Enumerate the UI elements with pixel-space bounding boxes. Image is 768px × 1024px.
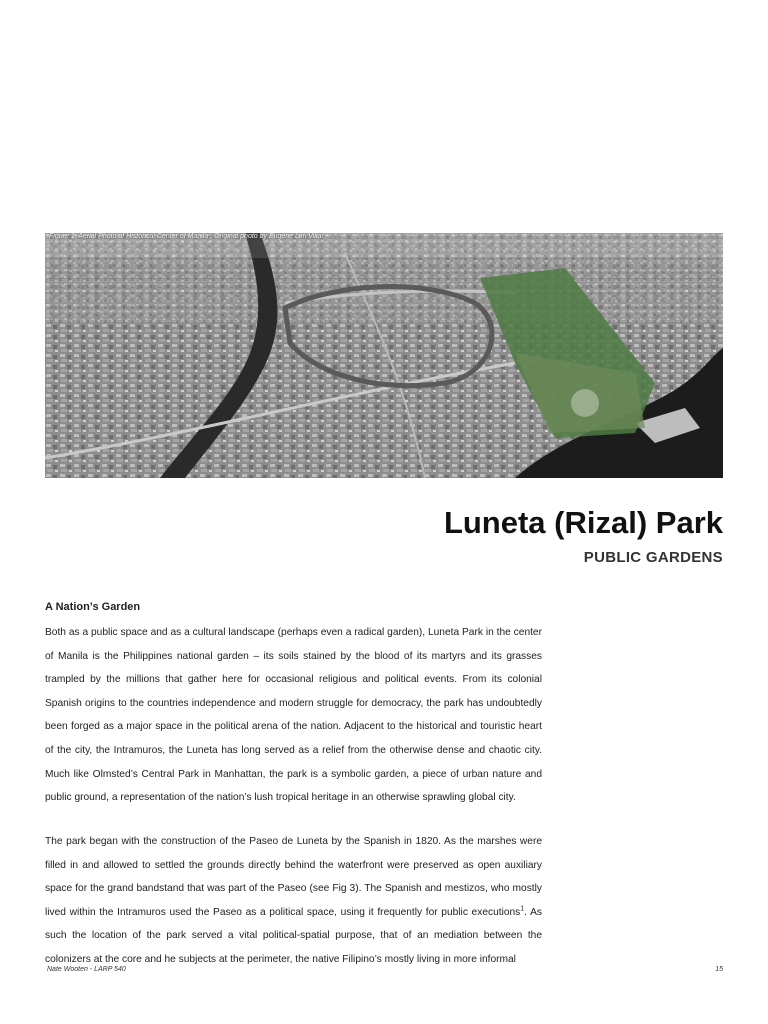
paragraph-1: Both as a public space and as a cultural landscape (perhaps even a radical garden), Luneta Park in the center of Manila is the Philippines national garden – its soils stained by the blood of its martyrs and its grasses trampled by the millions that gather here for occasional religious and political events. From its colonial Spanish origins to the countries independence and modern struggle for democracy, the park has undoubtedly been forged as a major space in the political arena of the nation. Adjacent to the historical and touristic heart of the city, the Intramuros, the Luneta has long served as a relief from the otherwise dense and chaotic city. Much like Olmsted’s Central Park in Manhattan, the park is a symbolic garden, a piece of urban nature and public ground, a representation of the nation’s lush tropical heritage in an otherwise sprawling global city.: [45, 627, 542, 804]
page-title: Luneta (Rizal) Park: [443, 505, 723, 540]
paragraph-2-part-b: . As such the location of the park served a vital political-spatial purpose, that of an mediation between the colonizers at the core and he subjects at the perimeter, the native Filipino’s mostly living in more informal: [45, 906, 542, 965]
figure-caption: Figure 1: Aerial Photo of Historical Center of Manila , Original photo by Eugene Lim Villar: [49, 233, 324, 240]
section-heading: A Nation’s Garden: [45, 601, 141, 613]
aerial-photo-graphic: [45, 233, 723, 478]
aerial-photo: [45, 233, 723, 478]
footnote-reference: 1: [520, 905, 525, 913]
footer-author: Nate Wooten - LARP 540: [47, 966, 126, 973]
page-subtitle: PUBLIC GARDENS: [583, 549, 723, 566]
paragraph-2-part-a: The park began with the construction of the Paseo de Luneta by the Spanish in 1820. As the marshes were filled in and allowed to settled the grounds directly behind the waterfront were preserved as open auxiliary space for the grand bandstand that was part of the Paseo (see Fig 3). The Spanish and mestizos, who mostly lived within the Intramuros used the Paseo as a political space, using it frequently for public executions: [45, 836, 542, 918]
paragraph-2: [45, 830, 542, 972]
page-number: 15: [715, 966, 723, 973]
